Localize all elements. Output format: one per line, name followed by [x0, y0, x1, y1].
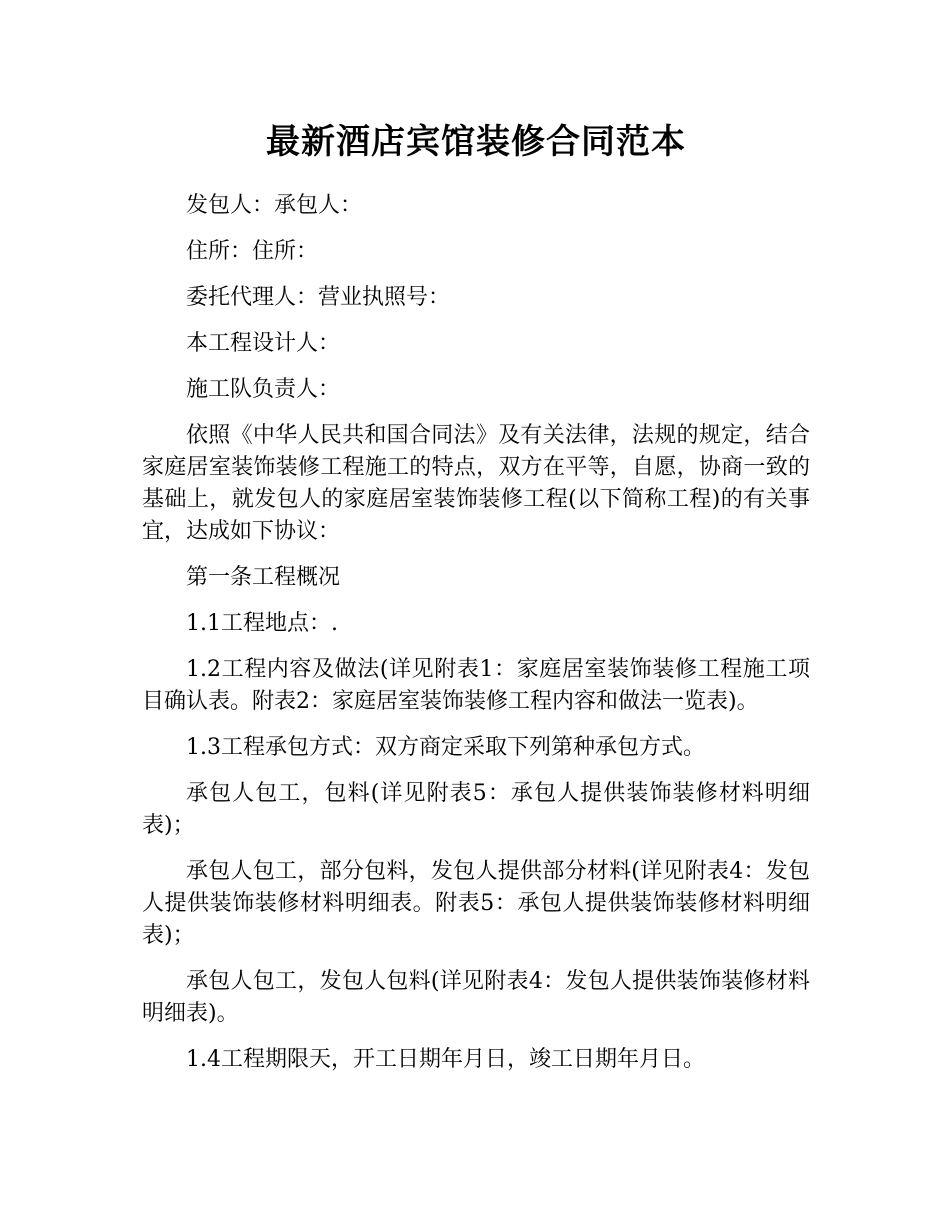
paragraph-clause-1-2: 1.2工程内容及做法(详见附表1：家庭居室装饰装修工程施工项目确认表。附表2：家庭居室装饰装修工程内容和做法一览表)。 — [142, 657, 810, 714]
paragraph-designer: 本工程设计人： — [186, 331, 341, 356]
paragraph-address: 住所：住所： — [186, 239, 319, 264]
paragraph-clause-1-4: 1.4工程期限天，开工日期年月日，竣工日期年月日。 — [186, 1047, 705, 1072]
paragraph-preamble: 依照《中华人民共和国合同法》及有关法律，法规的规定，结合家庭居室装饰装修工程施工的特点，双方在平等，自愿，协商一致的基础上，就发包人的家庭居室装饰装修工程(以下简称工程)的有关事宜，达成如下协议： — [142, 423, 810, 544]
paragraph-parties: 发包人：承包人： — [186, 193, 363, 218]
paragraph-article-one: 第一条工程概况 — [186, 565, 341, 590]
paragraph-agent-license: 委托代理人：营业执照号： — [186, 285, 451, 310]
paragraph-clause-1-3: 1.3工程承包方式：双方商定采取下列第种承包方式。 — [186, 735, 705, 760]
paragraph-team-leader: 施工队负责人： — [186, 377, 341, 402]
paragraph-option-full: 承包人包工，包料(详见附表5：承包人提供装饰装修材料明细表)； — [142, 781, 810, 838]
paragraph-option-labor: 承包人包工，发包人包料(详见附表4：发包人提供装饰装修材料明细表)。 — [142, 969, 810, 1026]
document-title: 最新酒店宾馆装修合同范本 — [266, 122, 686, 162]
paragraph-option-partial: 承包人包工，部分包料，发包人提供部分材料(详见附表4：发包人提供装饰装修材料明细表。附表5：承包人提供装饰装修材料明细表)； — [142, 859, 810, 948]
paragraph-clause-1-1: 1.1工程地点：. — [186, 611, 338, 636]
